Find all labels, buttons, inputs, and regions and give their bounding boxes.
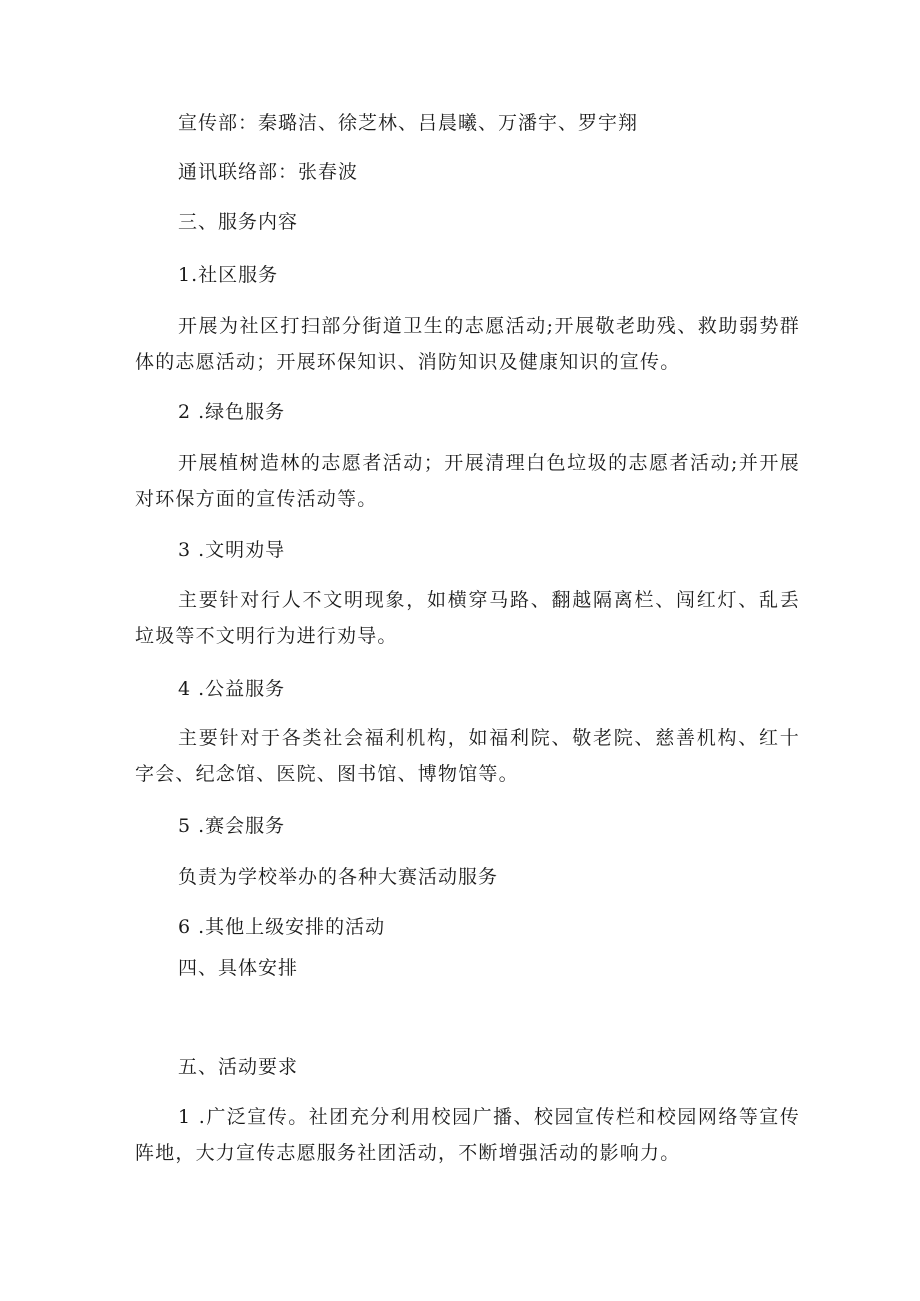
item-body-event-service: 负责为学校举办的各种大赛活动服务 — [178, 866, 499, 888]
liaison-dept-line: 通讯联络部：张春波 — [178, 161, 359, 183]
item-body-public-welfare: 主要针对于各类社会福利机构，如福利院、敬老院、慈善机构、红十字会、纪念馆、医院、图书馆、博物馆等。 — [135, 727, 800, 785]
propaganda-dept-line: 宣传部：秦璐洁、徐芝林、吕晨曦、万潘宇、罗宇翔 — [178, 112, 639, 134]
requirement-item-publicity: 1 .广泛宣传。社团充分利用校园广播、校园宣传栏和校园网络等宣传阵地，大力宣传志愿服务社团活动，不断增强活动的影响力。 — [135, 1106, 800, 1164]
item-heading-community-service: 1.社区服务 — [178, 264, 279, 286]
section-heading-arrangements: 四、具体安排 — [178, 957, 299, 979]
item-heading-green-service: 2 .绿色服务 — [178, 401, 286, 423]
item-heading-other-activities: 6 .其他上级安排的活动 — [178, 916, 386, 938]
item-heading-public-welfare: 4 .公益服务 — [178, 678, 286, 700]
item-heading-event-service: 5 .赛会服务 — [178, 815, 286, 837]
section-heading-requirements: 五、活动要求 — [178, 1056, 299, 1078]
section-heading-service-content: 三、服务内容 — [178, 211, 299, 233]
item-body-civility-persuasion: 主要针对行人不文明现象，如横穿马路、翻越隔离栏、闯红灯、乱丢垃圾等不文明行为进行劝导。 — [135, 589, 800, 647]
item-body-green-service: 开展植树造林的志愿者活动；开展清理白色垃圾的志愿者活动;并开展对环保方面的宣传活动等。 — [135, 452, 800, 510]
item-heading-civility-persuasion: 3 .文明劝导 — [178, 539, 286, 561]
item-body-community-service: 开展为社区打扫部分街道卫生的志愿活动;开展敬老助残、救助弱势群体的志愿活动；开展环保知识、消防知识及健康知识的宣传。 — [135, 315, 800, 373]
